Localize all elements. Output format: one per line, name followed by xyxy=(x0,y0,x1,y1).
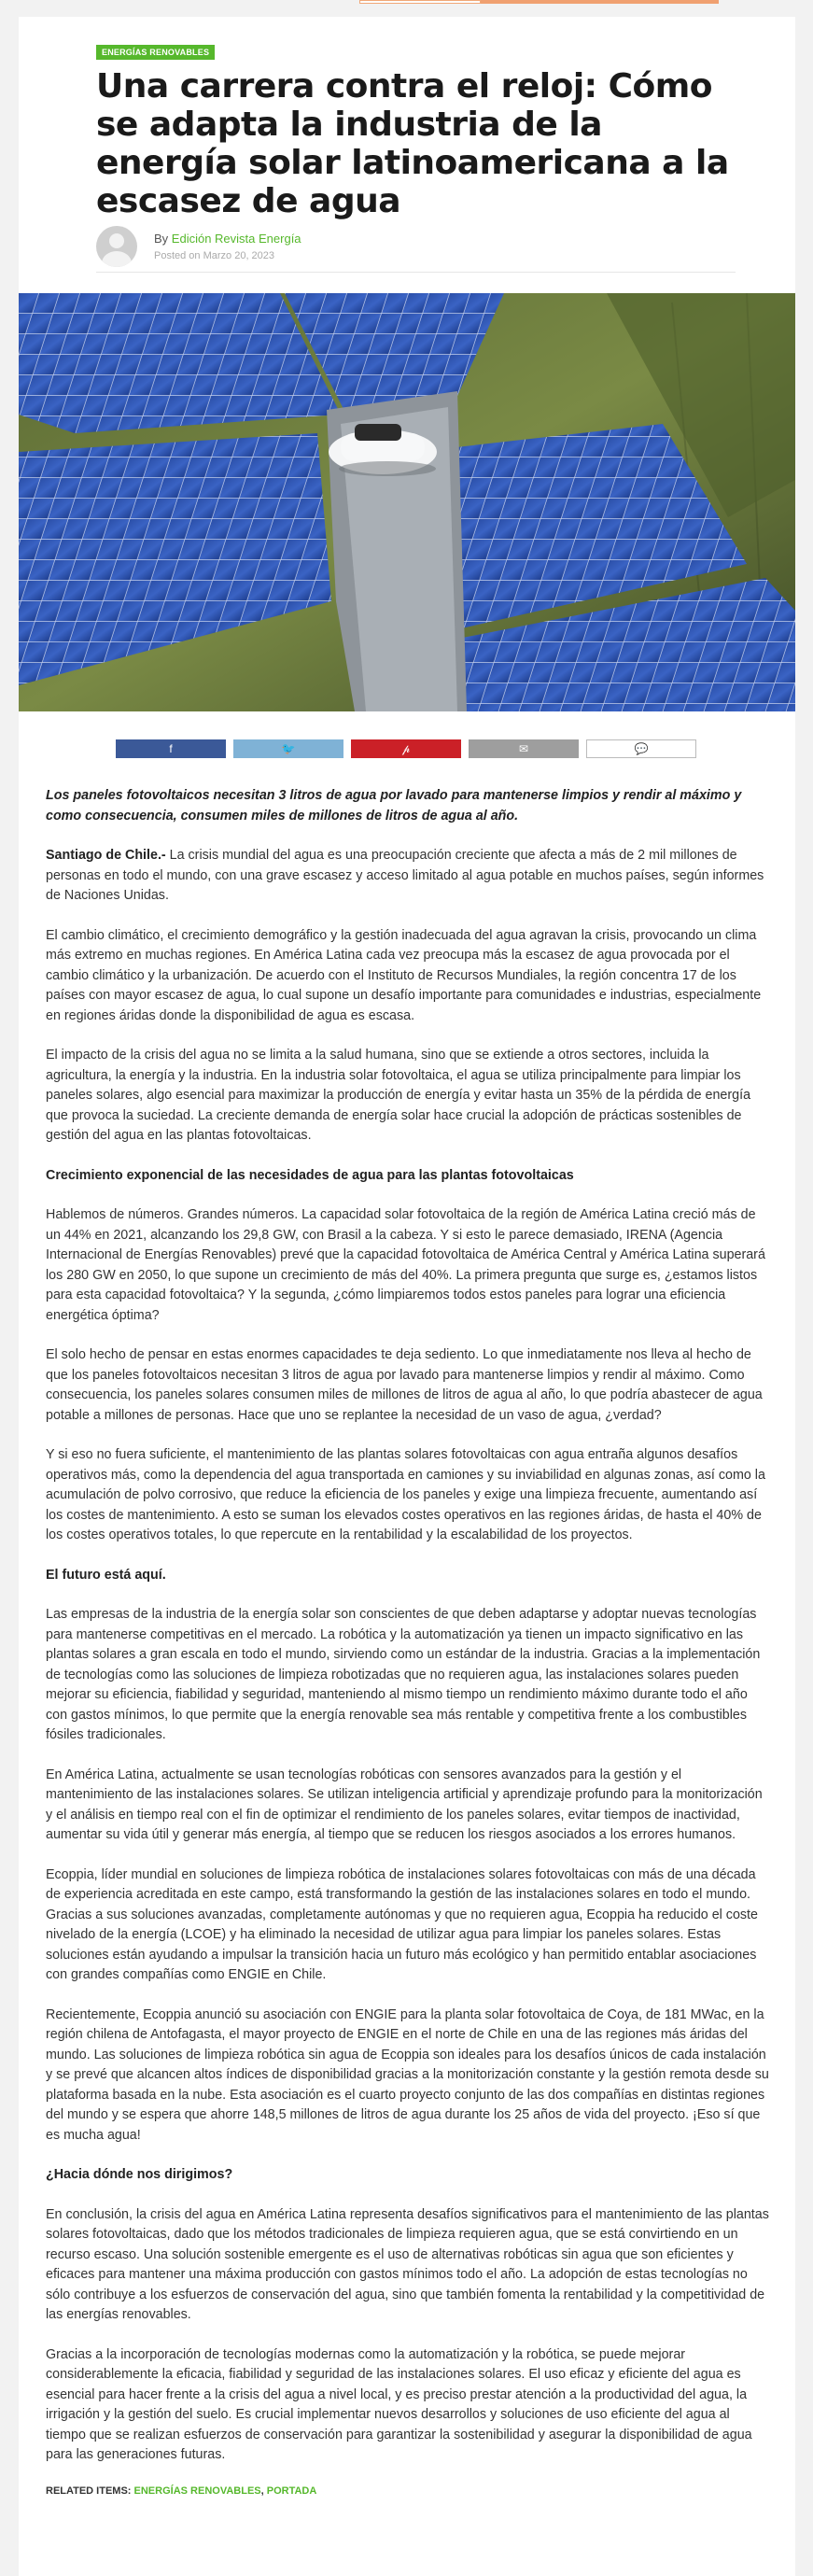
pinterest-icon: 𝓅 xyxy=(401,741,411,755)
post-date: Posted on Marzo 20, 2023 xyxy=(154,250,275,261)
nav-tab-active[interactable] xyxy=(481,0,719,4)
paragraph: Santiago de Chile.- La crisis mundial del agua es una preocupación creciente que afecta a más de 2 mil millones de personas en todo el mundo, con una grave escasez y acceso limitado al agua potable en muchos países, según informes de Naciones Unidas. xyxy=(46,848,764,903)
comment-icon: 💬 xyxy=(634,742,649,755)
paragraph: El cambio climático, el crecimiento demográfico y la gestión inadecuada del agua agravan la crisis, provocando un clima más extremo en muchas regiones. En América Latina cada vez preocupa más la escasez de agua provocada por el cambio climático y la urbanización. De acuerdo con el Instituto de Recursos Mundiales, la región concentra 17 de los países con mayor escasez de agua, lo cual supone un desafío importante para comunidades e industrias, especialmente en regiones áridas donde la disponibilidad de agua es escasa. xyxy=(46,927,762,1023)
article-title: Una carrera contra el reloj: Cómo se adapta la industria de la energía solar latinoamericana a la escasez de agua xyxy=(96,67,729,220)
paragraph: Ecoppia, líder mundial en soluciones de limpieza robótica de instalaciones solares fotovoltaicas con más de una década de experiencia acreditada en este campo, está transformando la gestión de las instalaciones solares en todo el mundo. Gracias a sus soluciones avanzadas, completamente autónomas y que no requieren agua, Ecoppia ha reducido el coste nivelado de la energía (LCOE) y ha eliminado la necesidad de utilizar agua para limpiar los paneles solares. Estas soluciones están ayudando a impulsar la transición hacia un futuro más ecológico y han permitido entablar asociaciones con grandes compañías como ENGIE en Chile. xyxy=(46,1866,758,1982)
author-avatar xyxy=(96,226,137,267)
byline xyxy=(96,226,736,273)
section-heading: Crecimiento exponencial de las necesidades de agua para las plantas fotovoltaicas xyxy=(46,1167,574,1183)
paragraph: En América Latina, actualmente se usan tecnologías robóticas con sensores avanzados para la gestión y el mantenimiento de las instalaciones solares. Se utilizan inteligencia artificial y aprendizaje profundo para la monitorización y el análisis en tiempo real con el fin de optimizar el rendimiento de los paneles solares, evitar tiempos de inactividad, aumentar su vida útil y generar más energía, al tiempo que se reducen los riesgos asociados a los errores humanos. xyxy=(46,1767,763,1842)
article-lead: Los paneles fotovoltaicos necesitan 3 litros de agua por lavado para mantenerse limpios y rendir al máximo y como consecuencia, consumen miles de millones de litros de agua al año. xyxy=(46,788,742,823)
paragraph: En conclusión, la crisis del agua en América Latina representa desafíos significativos para el mantenimiento de las plantas solares fotovoltaicas, dado que los métodos tradicionales de limpieza requieren agua, que se está convirtiendo en un recurso escaso. Una solución sostenible emergente es el uso de alternativas robóticas sin agua que son eficientes y eficaces para mantener una máxima producción con gastos mínimos todo el año. La adopción de estas tecnologías no sólo contribuye a los esfuerzos de conservación del agua, sino que también fomenta la rentabilidad y la competitividad de las energías renovables. xyxy=(46,2206,769,2322)
related-tag-portada[interactable]: PORTADA xyxy=(266,2485,317,2497)
paragraph: Hablemos de números. Grandes números. La capacidad solar fotovoltaica de la región de América Latina creció más de un 44% en 2021, alcanzando los 29,8 GW, con Brasil a la cabeza. Y si esto le parece demasiado, IRENA (Agencia Internacional de Energías Renovables) prevé que la capacidad fotovoltaica de América Central y América Latina superará los 280 GW en 2050, lo que supone un crecimiento de más del 40%. La primera pregunta que surge es, ¿estamos listos para esta capacidad fotovoltaica? Y la segunda, ¿cómo limpiaremos todos estos paneles para lograr una eficiencia energética óptima? xyxy=(46,1207,765,1323)
section-heading: El futuro está aquí. xyxy=(46,1567,166,1583)
share-twitter-button[interactable] xyxy=(233,739,343,758)
related-tag-renovables[interactable]: ENERGÍAS RENOVABLES xyxy=(133,2485,261,2497)
article-body xyxy=(46,786,769,2501)
related-label: RELATED ITEMS: xyxy=(46,2485,132,2497)
dateline: Santiago de Chile.- xyxy=(46,848,166,863)
twitter-icon: 🐦 xyxy=(281,742,296,755)
author-link[interactable]: Edición Revista Energía xyxy=(171,232,301,246)
paragraph: El solo hecho de pensar en estas enormes capacidades te deja sediento. Lo que inmediatamente nos lleva al hecho de que los paneles fotovoltaicos necesitan 3 litros de agua por lavado para mantenerse limpios y rendir al máximo. Como consecuencia, los paneles solares consumen miles de millones de litros de agua al año, lo que podría abastecer de agua potable a millones de personas. Hace que uno se replantee la necesidad de un vaso de agua, ¿verdad? xyxy=(46,1347,763,1423)
top-nav-fragment xyxy=(359,0,719,4)
article-header xyxy=(96,43,736,261)
byline-text: By Edición Revista Energía xyxy=(154,232,301,246)
nav-tab[interactable] xyxy=(359,0,481,4)
share-pinterest-button[interactable] xyxy=(351,739,461,758)
email-icon: ✉ xyxy=(518,742,529,755)
article-page xyxy=(19,17,795,2576)
related-items: RELATED ITEMS: ENERGÍAS RENOVABLES, PORTADA xyxy=(46,2485,317,2497)
paragraph: Gracias a la incorporación de tecnologías modernas como la automatización y la robótica, se puede mejorar considerablemente la eficacia, fiabilidad y seguridad de las instalaciones solares. El uso eficaz y eficiente del agua es esencial para hacer frente a la crisis del agua a nivel local, y es preciso prestar atención a la productividad del agua, la irrigación y la gestión del suelo. Es crucial implementar nuevos desarrollos y soluciones de uso eficiente del agua al tiempo que se realizan esfuerzos de conservación para garantizar la sostenibilidad y asegurar la disponibilidad de agua para las generaciones futuras. xyxy=(46,2346,752,2462)
share-email-button[interactable] xyxy=(469,739,579,758)
share-facebook-button[interactable] xyxy=(116,739,226,758)
paragraph: Las empresas de la industria de la energía solar son conscientes de que deben adaptarse y adoptar nuevas tecnologías para mantenerse competitivas en el mercado. La robótica y la automatización ya tienen un impacto significativo en las plantas solares a gran escala en todo el mundo, sirviendo como un estándar de la industria. Gracias a la implementación de tecnologías como las soluciones de limpieza robotizadas que no requieren agua, las instalaciones solares pueden mejorar su eficiencia, fiabilidad y seguridad, manteniendo al mismo tiempo un rendimiento máximo durante todo el año con gastos mínimos, lo que permite que la energía renovable sea más rentable y competitiva frente a los combustibles fósiles tradicionales. xyxy=(46,1607,761,1742)
facebook-icon: f xyxy=(169,742,173,755)
section-heading: ¿Hacia dónde nos dirigimos? xyxy=(46,2167,233,2182)
paragraph: Y si eso no fuera suficiente, el mantenimiento de las plantas solares fotovoltaicas con agua entraña algunos desafíos operativos más, como la dependencia del agua transportada en camiones y su inviabilidad en algunas zonas, así como la acumulación de polvo corrosivo, que reduce la eficiencia de los paneles y exige una limpieza frecuente, aumentando así los costes de mantenimiento. A esto se suman los elevados costes operativos en las regiones áridas, de hasta el 40% de los costes operativos totales, lo que repercute en la rentabilidad y la escalabilidad de los proyectos. xyxy=(46,1447,765,1542)
comment-button[interactable] xyxy=(586,739,696,758)
paragraph: Recientemente, Ecoppia anunció su asociación con ENGIE para la planta solar fotovoltaica de Coya, de 181 MWac, en la región chilena de Antofagasta, el mayor proyecto de ENGIE en el norte de Chile en una de las regiones más áridas del mundo. Las soluciones de limpieza robótica sin agua de Ecoppia son ideales para los desafíos únicos de cada instalación y se prevé que alcancen altos índices de disponibilidad gracias a la monitorización constante y la gestión remota desde su plataforma basada en la nube. Esta asociación es el cuarto proyecto conjunto de las dos compañías en distintas regiones del mundo y se espera que ahorre 148,5 millones de litros de agua durante los 25 años de vida del proyecto. ¡Eso sí que es mucha agua! xyxy=(46,2006,769,2143)
category-tag[interactable]: ENERGÍAS RENOVABLES xyxy=(96,45,215,60)
share-bar xyxy=(116,739,698,758)
hero-image xyxy=(19,293,795,711)
paragraph: El impacto de la crisis del agua no se limita a la salud humana, sino que se extiende a otros sectores, incluida la agricultura, la energía y la industria. En la industria solar fotovoltaica, el agua se utiliza principalmente para limpiar los paneles solares, algo esencial para maximizar la producción de energía y evitar hasta un 35% de la pérdida de energía que provoca la suciedad. La creciente demanda de energía solar hace crucial la adopción de prácticas sostenibles de gestión del agua en las plantas fotovoltaicas. xyxy=(46,1048,751,1143)
